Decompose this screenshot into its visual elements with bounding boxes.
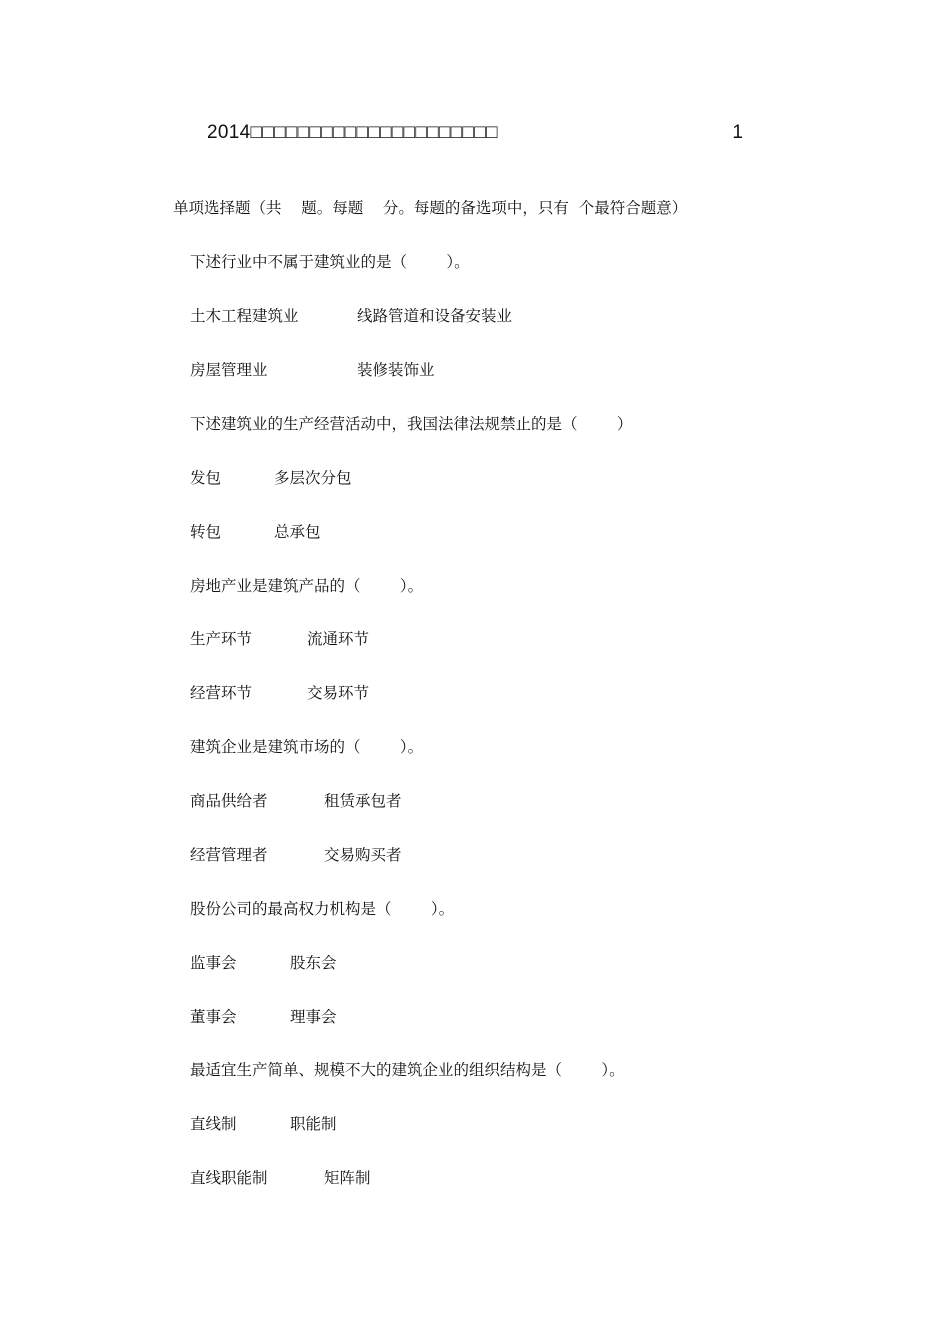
- question-3-option-c: 经营环节: [190, 684, 253, 702]
- question-5-text: 股份公司的最高权力机构是（ ）。: [190, 900, 455, 918]
- question-2-option-a: 发包: [190, 469, 222, 487]
- question-6-text: 最适宜生产简单、规模不大的建筑企业的组织结构是（ ）。: [190, 1061, 625, 1079]
- document-header: [207, 122, 747, 150]
- question-4-option-a: 商品供给者: [190, 792, 268, 810]
- question-1-option-b: 线路管道和设备安装业: [357, 307, 513, 325]
- section-heading: 单项选择题（共 题。每题 分。每题的备选项中，只有 个最符合题意）: [173, 199, 688, 217]
- question-1-option-a: 土木工程建筑业: [190, 307, 299, 325]
- question-5-option-b: 股东会: [290, 954, 337, 972]
- question-3-text: 房地产业是建筑产品的（ ）。: [190, 577, 424, 595]
- question-4-option-c: 经营管理者: [190, 846, 268, 864]
- question-5-option-a: 监事会: [190, 954, 237, 972]
- question-1-option-c: 房屋管理业: [190, 361, 268, 379]
- question-3-option-b: 流通环节: [307, 630, 370, 648]
- page-number: 1: [732, 122, 743, 143]
- document-title: 2014□□□□□□□□□□□□□□□□□□□□□: [207, 122, 498, 143]
- question-1-option-d: 装修装饰业: [357, 361, 435, 379]
- question-4-option-d: 交易购买者: [324, 846, 402, 864]
- question-3-option-a: 生产环节: [190, 630, 253, 648]
- question-2-option-c: 转包: [190, 523, 222, 541]
- question-6-option-c: 直线职能制: [190, 1169, 268, 1187]
- question-2-option-d: 总承包: [274, 523, 321, 541]
- question-4-text: 建筑企业是建筑市场的（ ）。: [190, 738, 424, 756]
- question-2-text: 下述建筑业的生产经营活动中，我国法律法规禁止的是（ ）: [190, 415, 633, 433]
- question-5-option-c: 董事会: [190, 1008, 237, 1026]
- question-1-text: 下述行业中不属于建筑业的是（ ）。: [190, 253, 470, 271]
- question-6-option-a: 直线制: [190, 1115, 237, 1133]
- question-5-option-d: 理事会: [290, 1008, 337, 1026]
- question-3-option-d: 交易环节: [307, 684, 370, 702]
- question-6-option-b: 职能制: [290, 1115, 337, 1133]
- question-6-option-d: 矩阵制: [324, 1169, 371, 1187]
- question-2-option-b: 多层次分包: [274, 469, 352, 487]
- question-4-option-b: 租赁承包者: [324, 792, 402, 810]
